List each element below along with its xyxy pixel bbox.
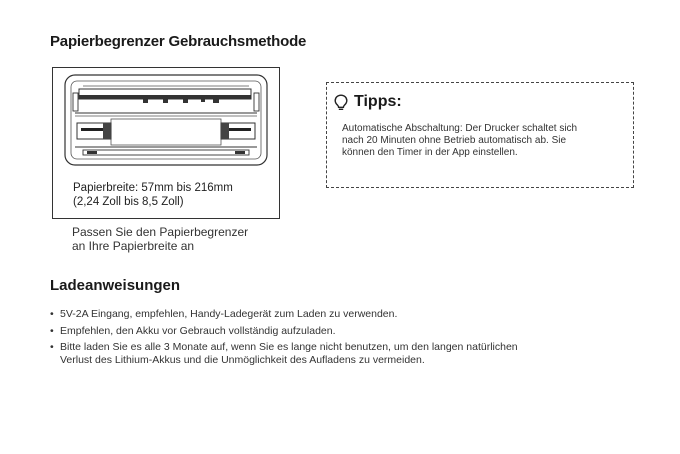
caption-line-2: an Ihre Papierbreite an: [72, 239, 195, 253]
tips-line-2: nach 20 Minuten ohne Betrieb automatisch ab. Sie: [342, 135, 567, 146]
section-title-paper-guide: Papierbegrenzer Gebrauchsmethode: [50, 33, 307, 50]
tips-box: [326, 82, 634, 188]
printer-illustration: [63, 73, 269, 173]
list-item-text: 5V-2A Eingang, empfehlen, Handy-Ladegerät zum Laden zu verwenden.: [60, 308, 398, 320]
list-item-text: Bitte laden Sie es alle 3 Monate auf, wenn Sie es lange nicht benutzen, um den langen natürlichen: [60, 341, 518, 353]
tips-text: [342, 123, 627, 159]
printer-figure-box: [52, 67, 280, 219]
paper-width-inch: (2,24 Zoll bis 8,5 Zoll): [73, 196, 184, 208]
list-item: [50, 325, 650, 338]
bullet-dot: •: [50, 324, 54, 337]
tips-header: [334, 93, 402, 111]
list-item: [50, 341, 650, 366]
list-item-text: Empfehlen, den Akku vor Gebrauch vollständig aufzuladen.: [60, 324, 336, 337]
tips-line-3: können den Timer in der App einstellen.: [342, 147, 518, 158]
section-title-charging: Ladeanweisungen: [50, 277, 181, 294]
lightbulb-icon: [334, 94, 348, 111]
tips-title: Tipps:: [354, 93, 402, 110]
paper-width-mm: Papierbreite: 57mm bis 216mm: [73, 182, 233, 194]
list-item: [50, 308, 650, 321]
list-item-text-cont: Verlust des Lithium-Akkus und die Unmöglichkeit des Aufladens zu vermeiden.: [60, 353, 425, 366]
caption-line-1: Passen Sie den Papierbegrenzer: [72, 225, 249, 239]
bullet-dot: •: [50, 341, 54, 353]
tips-line-1: Automatische Abschaltung: Der Drucker schaltet sich: [342, 123, 578, 134]
bullet-dot: •: [50, 308, 54, 320]
charging-instructions-list: [50, 308, 650, 370]
figure-caption: [72, 225, 248, 253]
paper-width-text: [73, 181, 233, 209]
